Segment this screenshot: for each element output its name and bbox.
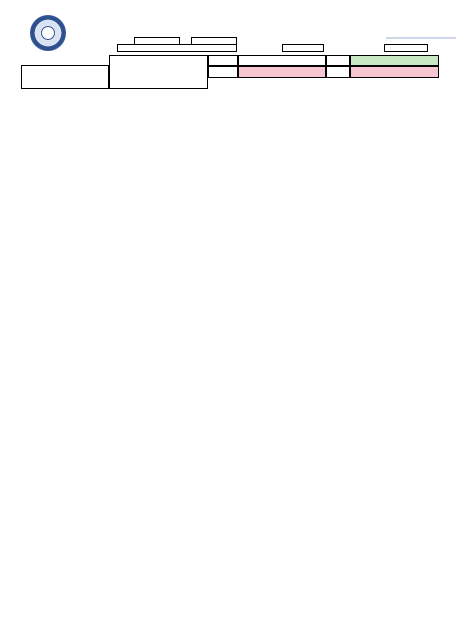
track-field[interactable] [350,66,439,78]
logo-underline [386,37,456,39]
semester-field[interactable] [238,66,326,78]
teacher-label [208,55,238,66]
school-id-field[interactable] [282,44,324,52]
subject-label [326,55,350,66]
learners-names-header [21,65,109,89]
grade-section-area [109,55,208,89]
semester-label [208,66,238,78]
school-year-field[interactable] [384,44,428,52]
teacher-field[interactable] [238,55,326,66]
school-name-field[interactable] [117,44,237,52]
subject-field[interactable] [350,55,439,66]
track-label [326,66,350,78]
seal-center-icon [41,26,55,40]
